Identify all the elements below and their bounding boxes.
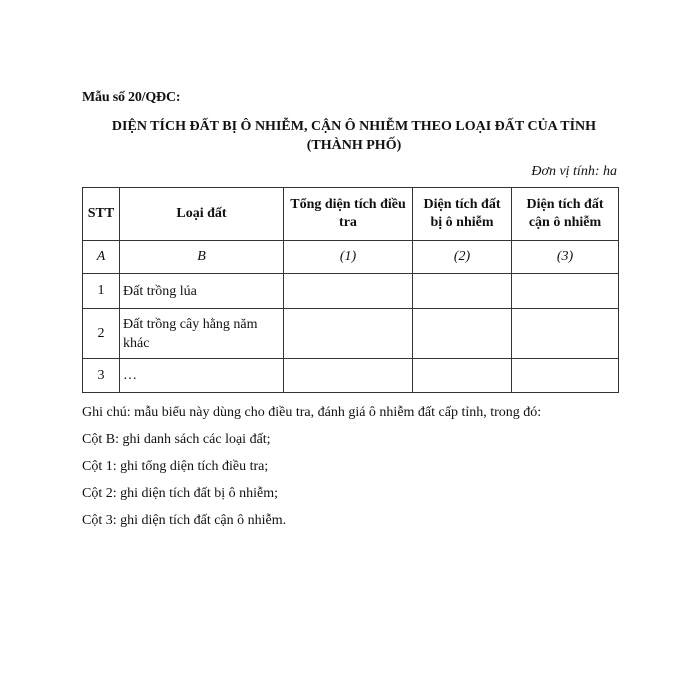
note-intro: Ghi chú: mẫu biểu này dùng cho điều tra, đánh giá ô nhiễm đất cấp tỉnh, trong đó: <box>82 405 542 420</box>
row-stt: 3 <box>83 359 120 393</box>
table-header-row <box>83 188 619 241</box>
row-land-type: … <box>120 359 284 393</box>
row-stt: 1 <box>83 274 120 309</box>
row-total-area-cell <box>284 359 413 393</box>
table-row <box>83 359 619 393</box>
form-code: Mẫu số 20/QĐC: <box>82 90 181 105</box>
code-b: B <box>120 241 284 274</box>
code-1: (1) <box>284 241 413 274</box>
row-polluted-area-cell <box>413 359 512 393</box>
row-near-polluted-area-cell <box>512 274 619 309</box>
table-row <box>83 274 619 309</box>
row-polluted-area-cell <box>413 274 512 309</box>
note-column-b: Cột B: ghi danh sách các loại đất; <box>82 432 271 447</box>
row-total-area-cell <box>284 309 413 359</box>
note-column-1: Cột 1: ghi tổng diện tích điều tra; <box>82 459 269 474</box>
unit-label: Đơn vị tính: ha <box>531 164 617 179</box>
row-land-type: Đất trồng cây hằng năm khác <box>120 309 284 359</box>
row-near-polluted-area-cell <box>512 359 619 393</box>
title-line-1: DIỆN TÍCH ĐẤT BỊ Ô NHIỄM, CẬN Ô NHIỄM THEO LOẠI ĐẤT CỦA TỈNH <box>111 119 597 134</box>
notes-section <box>82 403 642 538</box>
note-column-3: Cột 3: ghi diện tích đất cận ô nhiễm. <box>82 513 287 528</box>
row-near-polluted-area-cell <box>512 309 619 359</box>
note-column-2: Cột 2: ghi diện tích đất bị ô nhiễm; <box>82 486 278 501</box>
code-3: (3) <box>512 241 619 274</box>
row-land-type: Đất trồng lúa <box>120 274 284 309</box>
header-stt: STT <box>83 188 120 241</box>
row-stt: 2 <box>83 309 120 359</box>
document-title <box>60 117 648 155</box>
land-pollution-table <box>82 187 619 393</box>
code-2: (2) <box>413 241 512 274</box>
header-polluted-area: Diện tích đất bị ô nhiễm <box>413 188 512 241</box>
header-near-polluted-area: Diện tích đất cận ô nhiễm <box>512 188 619 241</box>
code-a: A <box>83 241 120 274</box>
column-code-row <box>83 241 619 274</box>
row-total-area-cell <box>284 274 413 309</box>
row-polluted-area-cell <box>413 309 512 359</box>
header-total-area: Tổng diện tích điều tra <box>284 188 413 241</box>
title-line-2: (THÀNH PHỐ) <box>306 138 402 153</box>
header-land-type: Loại đất <box>120 188 284 241</box>
table-row <box>83 309 619 359</box>
